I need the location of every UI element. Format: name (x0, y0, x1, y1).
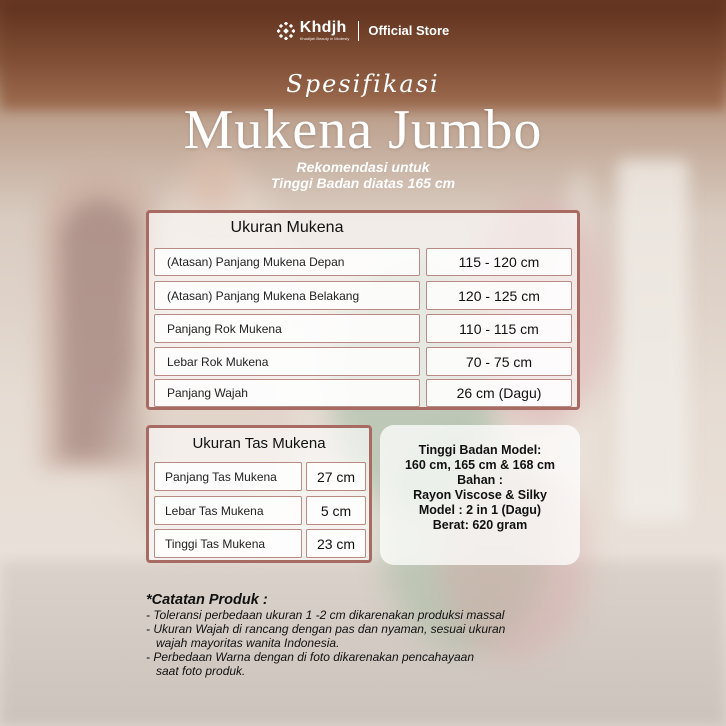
note-line: - Perbedaan Warna dengan di foto dikarenakan pencahayaan (146, 650, 475, 664)
brand-logo-group (277, 20, 350, 41)
product-notes (146, 592, 586, 678)
table-row-label: Panjang Tas Mukena (154, 462, 302, 491)
table-row-value: 5 cm (306, 496, 366, 525)
info-line: 160 cm, 165 cm & 168 cm (404, 458, 556, 472)
table-row-value: 70 - 75 cm (426, 347, 572, 376)
table-row-label: Lebar Rok Mukena (154, 347, 420, 376)
brand-tagline: Khadijah Beauty in Modesty (299, 36, 350, 41)
table-row-value: 120 - 125 cm (426, 281, 572, 310)
note-line: - Ukuran Wajah di rancang dengan pas dan nyaman, sesuai ukuran (146, 622, 506, 636)
note-line: saat foto produk. (156, 664, 246, 678)
brand-logo-icon (277, 22, 295, 40)
info-line: Tinggi Badan Model: (418, 443, 542, 457)
recommendation-line: Tinggi Badan diatas 165 cm (270, 175, 456, 191)
brand-name-group (300, 20, 350, 41)
table-row-label: Panjang Rok Mukena (154, 314, 420, 343)
note-line: wajah mayoritas wanita Indonesia. (156, 636, 340, 650)
mukena-size-table (146, 210, 580, 410)
background-column (618, 160, 688, 520)
brand-header (0, 20, 726, 41)
brand-divider (358, 21, 359, 41)
table-row-label: Lebar Tas Mukena (154, 496, 302, 525)
info-line: Model : 2 in 1 (Dagu) (418, 503, 542, 517)
model-info-box (380, 425, 580, 565)
table-row-value: 27 cm (306, 462, 366, 491)
recommendation-text (0, 159, 726, 191)
table-row-label: Tinggi Tas Mukena (154, 529, 302, 558)
table-header: Ukuran Mukena (230, 219, 344, 236)
table-row-value: 115 - 120 cm (426, 248, 572, 276)
brand-name: Khdjh (299, 19, 347, 36)
table-row-value: 23 cm (306, 529, 366, 558)
table-row-value: 110 - 115 cm (426, 314, 572, 343)
table-row-label: (Atasan) Panjang Mukena Belakang (154, 281, 420, 310)
info-line: Bahan : (457, 473, 503, 487)
notes-title: *Catatan Produk : (146, 592, 268, 608)
table-header: Ukuran Tas Mukena (192, 434, 326, 452)
info-line: Rayon Viscose & Silky (413, 488, 547, 502)
table-row-label: Panjang Wajah (154, 379, 420, 407)
title-script: Spesifikasi (286, 70, 440, 98)
info-line: Berat: 620 gram (432, 518, 528, 532)
page-title: Mukena Jumbo (183, 99, 543, 161)
note-line: - Toleransi perbedaan ukuran 1 -2 cm dikarenakan produksi massal (146, 608, 505, 622)
table-row-label: (Atasan) Panjang Mukena Depan (154, 248, 420, 276)
recommendation-line: Rekomendasi untuk (296, 159, 430, 175)
bag-size-table (146, 425, 372, 563)
table-row-value: 26 cm (Dagu) (426, 379, 572, 407)
official-store-label: Official Store (368, 23, 450, 38)
